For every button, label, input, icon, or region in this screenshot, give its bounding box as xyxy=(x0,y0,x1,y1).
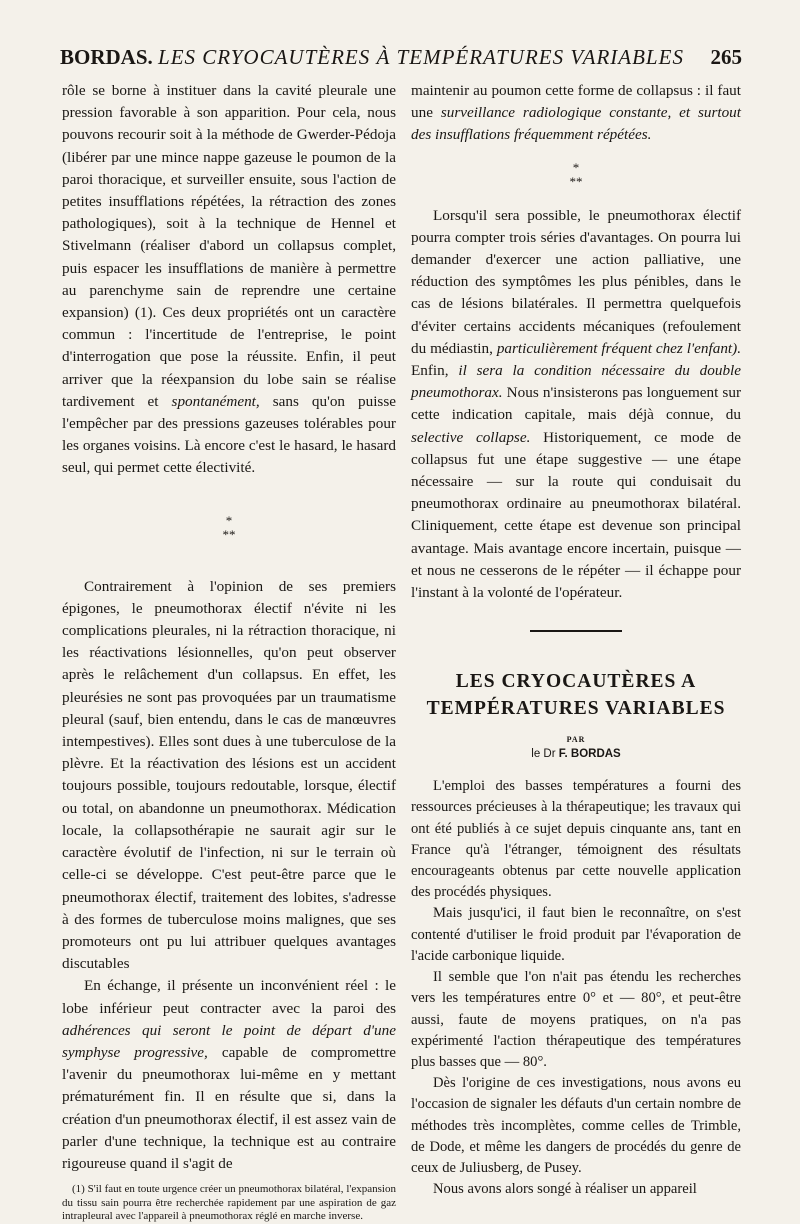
section-separator: * ** xyxy=(569,159,583,189)
paragraph: Mais jusqu'ici, il faut bien le reconnaître, on s'est contenté d'utiliser le froid produit par l'évaporation de l'acide carbonique liquide. xyxy=(411,905,741,964)
byline-par: PAR xyxy=(566,735,586,745)
header-title: LES CRYOCAUTÈRES À TEMPÉRATURES VARIABLES xyxy=(158,45,684,69)
left-column xyxy=(62,80,396,1224)
paragraph: rôle se borne à instituer dans la cavité pleurale une pression favorable à son apparition. Pour cela, nous pouvons recourir soit à la méthode de Gwerder-Pédoja (libérer par une mince nappe gazeuse le poumon de la paroi thoracique, et surveiller ensuite, sous l'action de petites insufflations répétées, la rétraction des zones pathologiques), soit à la technique de Hennel et Stivelmann (réaliser d'abord un collapsus complet, puis espacer les insufflations de manière à permettre au parenchyme sain de reprendre une certaine expansion) (1). Ces deux propriétés ont un caractère commun : l'incertitude de l'entreprise, le point d'interrogation que pose la réussite. Enfin, il peut arriver que la réexpansion du lobe sain se réalise tardivement et spontanément, sans qu'on puisse l'empêcher par des pressions gazeuses tolérables pour les organes voisins. Là encore c'est le hasard, le hasard seul, qui permet cette électivité. xyxy=(62,82,396,477)
article-divider xyxy=(530,630,622,632)
right-column xyxy=(411,80,741,1200)
article-title: LES CRYOCAUTÈRES A TEMPÉRATURES VARIABLES xyxy=(426,671,726,720)
paragraph: maintenir au poumon cette forme de collapsus : il faut une surveillance radiologique constante, et surtout des insufflations fréquemment répétées. xyxy=(411,82,741,144)
paragraph: Nous avons alors songé à réaliser un appareil xyxy=(433,1181,697,1198)
byline: le Dr F. BORDAS xyxy=(531,748,621,761)
section-separator: * ** xyxy=(222,512,236,542)
header-author: BORDAS. xyxy=(60,45,153,69)
footnote: (1) S'il faut en toute urgence créer un pneumothorax bilatéral, l'expansion du tissu sain pourra être recherchée rapidement par une aspiration de gaz intrapleural avec l'appareil à pneumothorax réglé en marche inverse. xyxy=(62,1183,396,1223)
running-header xyxy=(60,42,742,72)
paragraph: Contrairement à l'opinion de ses premiers épigones, le pneumothorax électif n'évite ni les complications pleurales, ni la rétraction thoracique, ni les réactivations lésionnelles, qu'on peut observer après le relâchement d'un collapsus. En effet, les pleurésies ne sont pas provoquées par un traumatisme pleural (sauf, bien entendu, dans le cas de manœuvres intempestives). Elles sont dues à une tuberculose de la plèvre. Et la réactivation des lésions est un accident toujours possible, toujours redoutable, lorsque, électif ou total, on abandonne un pneumothorax. Médication locale, la collapsothérapie ne saurait agir sur le caractère évolutif de l'infection, ni sur le terrain où celle-ci se développe. C'est peut-être parce que le pneumothorax électif, traitement des lobites, s'adresse à des formes de tuberculose moins malignes, que ses promoteurs ont pu lui attribuer quelques avantages discutables xyxy=(62,577,396,973)
paragraph: L'emploi des basses températures a fourni des ressources précieuses à la thérapeutique; les travaux qui ont été publiés à ce sujet depuis cinquante ans, tant en France qu'à l'étranger, témoignent des résultats encourageants obtenus par cette nouvelle application des procédés physiques. xyxy=(411,778,741,901)
paragraph: Dès l'origine de ces investigations, nous avons eu l'occasion de signaler les défauts d'un certain nombre de méthodes très incomplètes, comme celles de Trimble, de Dode, et même les dangers de procédés du genre de ceux de Juliusberg, de Pusey. xyxy=(411,1075,741,1176)
paragraph: Il semble que l'on n'ait pas étendu les recherches vers les températures entre 0° et — 80°, et peut-être aussi, faute de moyens pratiques, on n'a pas expérimenté l'action thérapeutique des températures plus basses que — 80°. xyxy=(411,969,741,1070)
page-number: 265 xyxy=(710,45,742,69)
paragraph: En échange, il présente un inconvénient réel : le lobe inférieur peut contracter avec la paroi des adhérences qui seront le point de départ d'une symphyse progressive, capable de compromettre l'avenir du pneumothorax lui-même en y mettant prématurément fin. Il en résulte que si, dans la création d'un pneumothorax électif, il est assez vain de parler d'une technique, la technique est au contraire rigoureuse quand il s'agit de xyxy=(62,977,396,1172)
paragraph: Lorsqu'il sera possible, le pneumothorax électif pourra compter trois séries d'avantages. On pourra lui demander d'exercer une action palliative, une réduction des symptômes les plus pénibles, dans le cas de lésions bilatérales. Il permettra quelquefois d'éviter certains accidents mécaniques (refoulement du médiastin, particulièrement fréquent chez l'enfant). Enfin, il sera la condition nécessaire du double pneumothorax. Nous n'insisterons pas longuement sur cette indication capitale, mais déjà connue, du selective collapse. Historiquement, ce mode de collapsus fut une étape suggestive — une étape nécessaire — sur la route qui conduisait du pneumothorax ordinaire au pneumothorax bilatéral. Cliniquement, cette étape est devenue son principal avantage. Mais avantage encore incertain, puisque — et nous ne cesserons de le répéter — il échappe pour l'instant à la volonté de l'opérateur. xyxy=(411,206,742,602)
